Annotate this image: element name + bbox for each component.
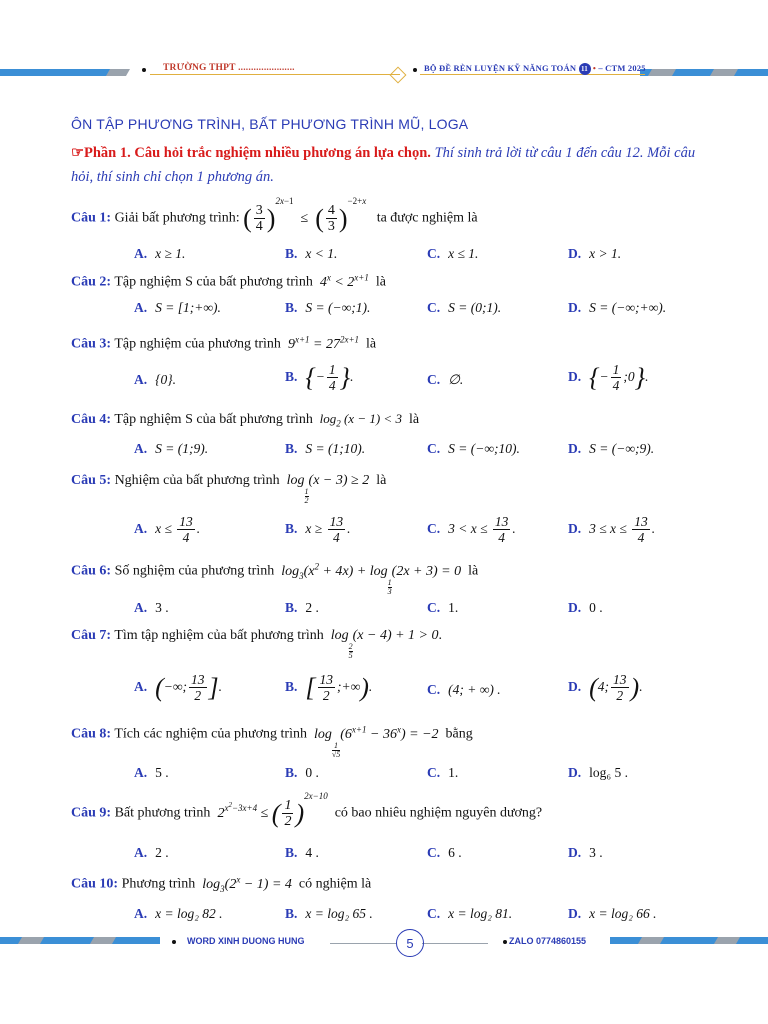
question-number: Câu 8:	[71, 726, 112, 742]
option-d[interactable]: D. 3 .	[568, 845, 603, 860]
question-6	[71, 561, 478, 596]
question-text: Giải bất phương trình:	[114, 210, 240, 226]
bullet-icon	[503, 940, 507, 944]
equation: $2^{x^2-3x+4}$ ≤ ( $\frac{1}{2}$ )$^{2x-10}$	[213, 791, 328, 829]
option-d[interactable]: D. 3 ≤ x ≤ $\frac{13}{4}$ .	[568, 514, 656, 545]
option-b[interactable]: B. 0 .	[285, 765, 319, 780]
option-a[interactable]: A. x ≤ $\frac{13}{4}$ .	[134, 514, 201, 545]
option-a[interactable]: A. S = (1;9).	[134, 441, 209, 456]
option-d[interactable]: D. 0 .	[568, 600, 603, 615]
option-a[interactable]: A. 3 .	[134, 600, 169, 615]
option-b[interactable]: B. {− $\frac{1}{4}$ }.	[285, 362, 354, 393]
option-c[interactable]: C. 1.	[427, 600, 459, 615]
equation: log $_{\frac{2}{5}}$ (x − 4) + 1 > 0	[327, 628, 439, 660]
question-tail: có nghiệm là	[298, 876, 372, 892]
question-4	[71, 411, 419, 429]
question-text: Tập nghiệm của phương trình	[114, 336, 281, 352]
bullet-icon	[413, 68, 417, 72]
question-number: Câu 7:	[71, 628, 112, 643]
question-1	[71, 196, 478, 234]
option-a[interactable]: A. {0}.	[134, 372, 177, 387]
question-7	[71, 628, 442, 660]
header-school: TRƯỜNG THPT ......................	[163, 63, 295, 73]
question-tail: có bao nhiêu nghiệm nguyên dương?	[334, 805, 543, 821]
option-d[interactable]: D. S = (−∞;9).	[568, 441, 655, 456]
equation: log $_{\frac{1}{2}}$ (x − 3) ≥ 2	[283, 473, 370, 505]
question-text: Bất phương trình	[114, 805, 211, 821]
option-b[interactable]: B. S = (−∞;1).	[285, 300, 371, 315]
question-number: Câu 10:	[71, 876, 119, 892]
part-intro	[71, 141, 711, 189]
option-c[interactable]: C. 3 < x ≤ $\frac{13}{4}$ .	[427, 514, 516, 545]
option-c[interactable]: C. ∅.	[427, 372, 464, 387]
equation: $\log_2 (x - 1) < 3$	[316, 411, 402, 429]
question-text: Tập nghiệm S của bất phương trình	[114, 412, 313, 427]
option-b[interactable]: B. S = (1;10).	[285, 441, 366, 456]
option-d[interactable]: D. {− $\frac{1}{4}$ ;0}.	[568, 362, 649, 393]
question-number: Câu 2:	[71, 274, 112, 290]
question-number: Câu 9:	[71, 805, 112, 821]
question-5	[71, 473, 386, 505]
footer-stripe	[18, 937, 44, 944]
header-stripe	[648, 69, 676, 76]
bullet-icon	[142, 68, 146, 72]
option-d[interactable]: D. x = log₂ 66 .	[568, 906, 657, 921]
option-c[interactable]: C. x = log₂ 81.	[427, 906, 513, 921]
equation: log $_{\frac{1}{√5}}$ $(6^{x+1} - 36^x) = -2$	[310, 724, 439, 759]
question-9	[71, 791, 543, 829]
diamond-icon	[390, 67, 407, 84]
header-stripe	[710, 69, 738, 76]
option-a[interactable]: A. (−∞; $\frac{13}{2}$ ].	[134, 672, 223, 703]
question-text: Phương trình	[121, 876, 196, 892]
question-number: Câu 5:	[71, 473, 112, 488]
bullet-icon	[172, 940, 176, 944]
question-number: Câu 6:	[71, 563, 112, 579]
question-2	[71, 272, 386, 291]
option-d[interactable]: D. (4; $\frac{13}{2}$ ).	[568, 672, 643, 703]
option-d[interactable]: D. x > 1.	[568, 246, 622, 261]
option-b[interactable]: B. x < 1.	[285, 246, 338, 261]
option-c[interactable]: C. 6 .	[427, 845, 462, 860]
option-d[interactable]: D. S = (−∞;+∞).	[568, 300, 667, 315]
question-number: Câu 1:	[71, 210, 112, 226]
header-rule	[150, 74, 400, 75]
footer-stripe	[610, 937, 768, 944]
option-c[interactable]: C. (4; + ∞) .	[427, 682, 501, 697]
question-text: Nghiệm của bất phương trình	[114, 473, 280, 488]
question-tail: là	[375, 274, 386, 290]
option-c[interactable]: C. S = (0;1).	[427, 300, 502, 315]
footer-rule	[422, 943, 488, 944]
option-c[interactable]: C. S = (−∞;10).	[427, 441, 520, 456]
option-a[interactable]: A. 5 .	[134, 765, 169, 780]
equation: $9^{x+1} = 27^{2x+1}$	[284, 334, 360, 352]
question-text: Tích các nghiệm của phương trình	[114, 726, 307, 742]
question-text: Tập nghiệm S của bất phương trình	[114, 274, 313, 290]
question-8	[71, 724, 473, 759]
option-a[interactable]: A. x = log₂ 82 .	[134, 906, 223, 921]
question-10	[71, 874, 371, 893]
header-series: BỘ ĐỀ RÈN LUYỆN KỸ NĂNG TOÁN 11 • – CTM 2025	[424, 63, 646, 73]
footer-stripe	[90, 937, 116, 944]
option-b[interactable]: B. [ $\frac{13}{2}$ ;+∞).	[285, 672, 373, 703]
grade-badge: 11	[579, 63, 591, 75]
footer-stripe	[714, 937, 740, 944]
question-tail: bằng	[445, 726, 473, 742]
option-d[interactable]: D. log₆ 5 .	[568, 765, 628, 780]
equation: $4^x < 2^{x+1}$	[316, 272, 369, 290]
header-stripe	[0, 69, 110, 76]
equation: $\log_3(2^x - 1) = 4$	[198, 874, 292, 894]
part-instruction: Thí sinh trả lời từ câu 1 đến câu 12. Mỗi câu hỏi, thí sinh chỉ chọn 1 phương án.	[71, 145, 696, 185]
equation: ( $\frac{3}{4}$ )$^{2x-1}$ ≤ ( $\frac{4}{3}$ )$^{-2+x}$	[243, 196, 367, 234]
option-b[interactable]: B. x = log₂ 65 .	[285, 906, 373, 921]
option-a[interactable]: A. S = [1;+∞).	[134, 300, 221, 315]
question-tail: ta được nghiệm là	[376, 210, 478, 226]
option-a[interactable]: A. 2 .	[134, 845, 169, 860]
question-tail: là	[408, 412, 420, 427]
option-c[interactable]: C. x ≤ 1.	[427, 246, 479, 261]
page-title: ÔN TẬP PHƯƠNG TRÌNH, BẤT PHƯƠNG TRÌNH MŨ, LOGA	[71, 116, 469, 132]
question-tail: .	[438, 628, 443, 643]
footer-author: WORD XINH DUONG HUNG	[187, 936, 305, 946]
question-tail: là	[366, 336, 377, 352]
question-number: Câu 4:	[71, 412, 112, 427]
option-b[interactable]: B. 4 .	[285, 845, 319, 860]
footer-rule	[330, 943, 396, 944]
header-stripe	[106, 69, 130, 76]
option-b[interactable]: B. 2 .	[285, 600, 319, 615]
part-heading: Phần 1. Câu hỏi trắc nghiệm nhiều phương án lựa chọn.	[84, 145, 431, 161]
hand-pointer-icon: ☞	[71, 145, 84, 161]
option-c[interactable]: C. 1.	[427, 765, 459, 780]
footer-stripe	[638, 937, 664, 944]
footer-contact: ZALO 0774860155	[509, 936, 587, 946]
question-text: Tìm tập nghiệm của bất phương trình	[114, 628, 324, 643]
page-number: 5	[396, 929, 424, 957]
option-b[interactable]: B. x ≥ $\frac{13}{4}$ .	[285, 514, 351, 545]
question-tail: là	[376, 473, 387, 488]
question-3	[71, 334, 376, 353]
question-number: Câu 3:	[71, 336, 112, 352]
question-tail: là	[468, 563, 479, 579]
equation: $\log_3(x^2 + 4x) + \log$ $_{\frac{1}{3}}$ (2x + 3) = 0	[277, 561, 462, 596]
question-text: Số nghiệm của phương trình	[114, 563, 275, 579]
option-a[interactable]: A. x ≥ 1.	[134, 246, 186, 261]
